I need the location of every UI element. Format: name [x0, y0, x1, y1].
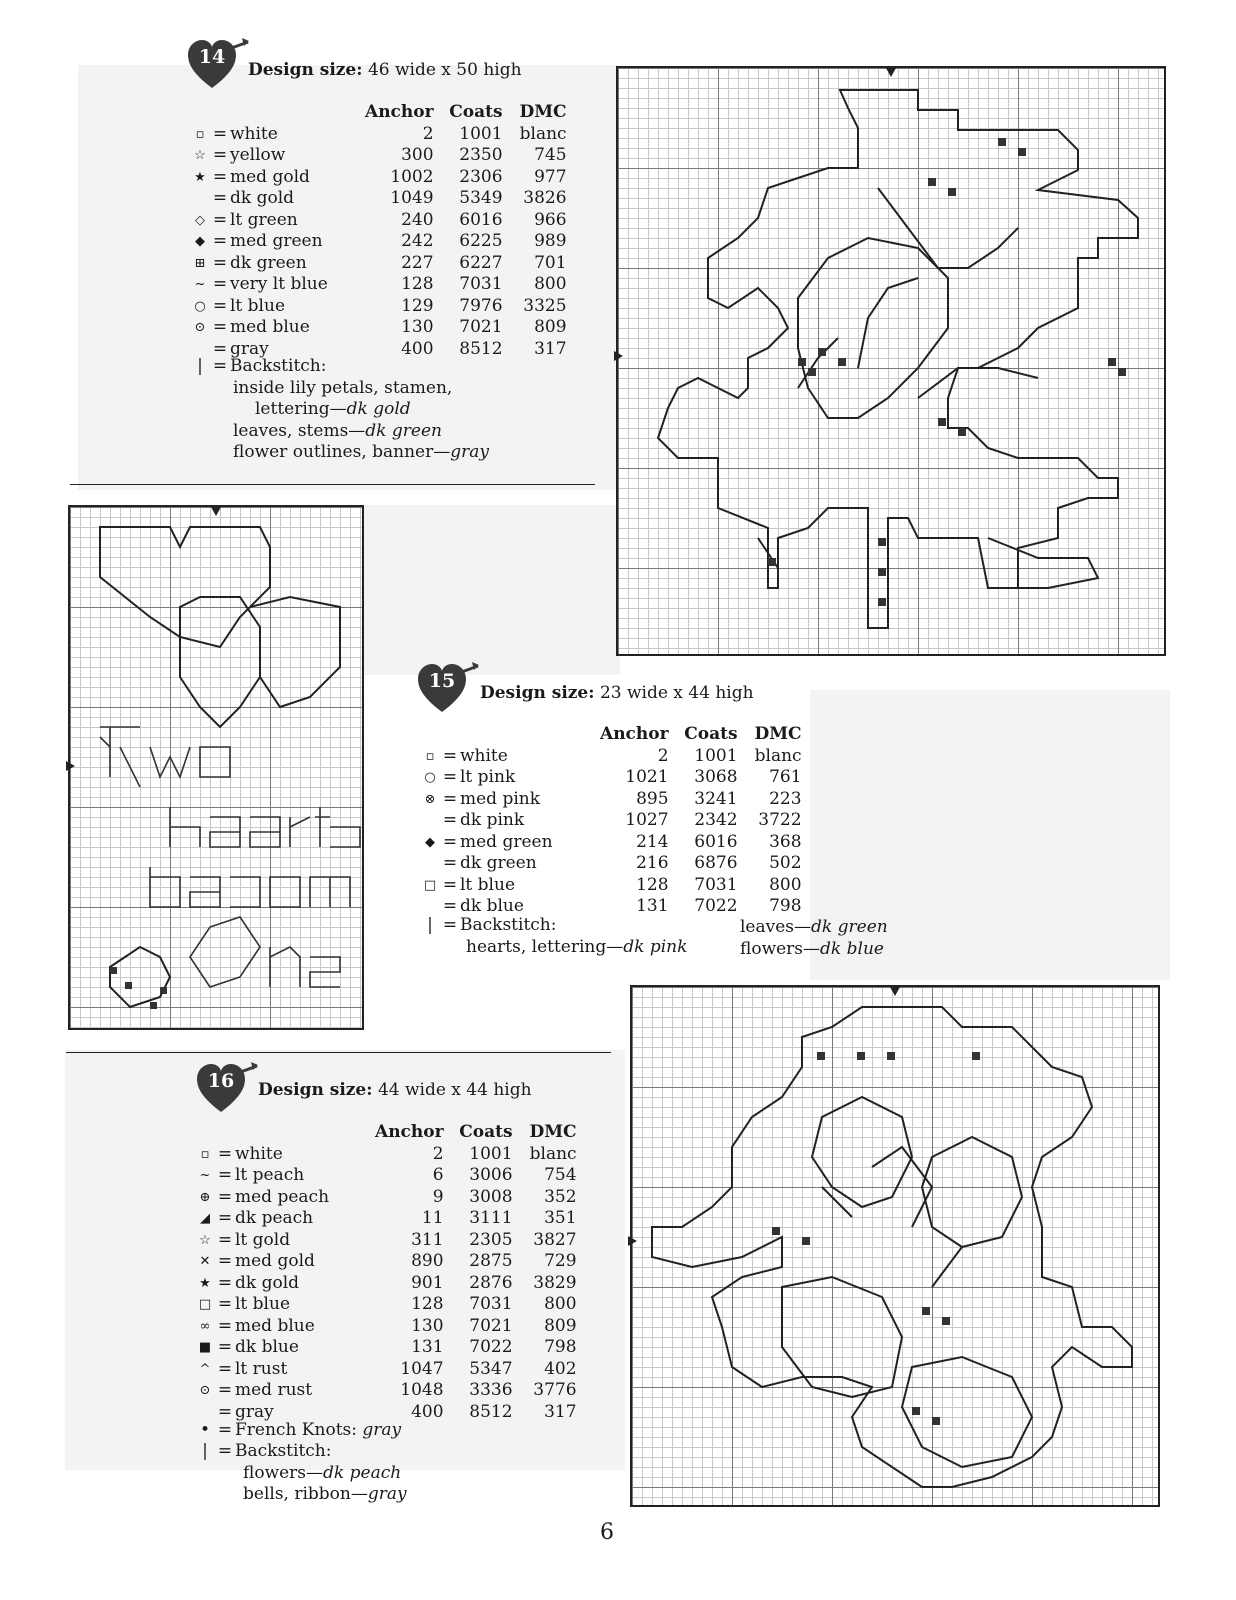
- color-name: med blue: [230, 317, 310, 337]
- design-size: [258, 1080, 532, 1100]
- stitch-symbol-icon: ▫: [195, 126, 205, 142]
- equals-sign: =: [212, 338, 228, 359]
- dmc-number: 352: [544, 1186, 577, 1207]
- anchor-number: 130: [401, 317, 434, 337]
- dmc-number: 701: [534, 252, 567, 273]
- chart-16-motif: [632, 987, 1162, 1509]
- equals-sign: =: [442, 874, 458, 895]
- anchor-number: 128: [636, 874, 669, 895]
- coats-number: 3006: [469, 1165, 513, 1185]
- dmc-number: 798: [544, 1337, 577, 1357]
- dmc-number: 223: [769, 788, 802, 809]
- coats-number: 1001: [459, 123, 503, 144]
- color-key-row: [190, 274, 567, 296]
- color-name: med blue: [235, 1315, 315, 1336]
- anchor-number: 216: [636, 853, 669, 873]
- design-size-value: 44 wide x 44 high: [377, 1080, 532, 1100]
- color-name: white: [460, 745, 508, 766]
- stitch-symbol-icon: ✕: [199, 1254, 211, 1269]
- stitch-symbol-icon: ▫: [200, 1146, 210, 1162]
- coats-header: Coats: [449, 102, 503, 122]
- page-number: 6: [600, 1520, 614, 1545]
- color-key-table: [190, 102, 567, 360]
- stitch-symbol-icon: [420, 810, 440, 832]
- anchor-number: 214: [636, 831, 669, 852]
- equals-sign: =: [212, 188, 228, 208]
- center-arrow-top: [211, 507, 221, 516]
- heart-badge-15: [416, 660, 480, 716]
- dmc-number: 800: [534, 274, 567, 294]
- backstitch-note: inside lily petals, stamen,: [233, 378, 453, 398]
- dmc-number: 3325: [523, 295, 567, 316]
- equals-sign: =: [212, 166, 228, 187]
- stitch-symbol-icon: □: [198, 1297, 212, 1312]
- anchor-number: 129: [401, 295, 434, 316]
- coats-number: 7031: [694, 874, 738, 895]
- center-arrow-left: [66, 761, 75, 771]
- color-key-row: [190, 296, 567, 318]
- anchor-header: Anchor: [375, 1122, 444, 1142]
- dmc-number: 754: [544, 1165, 577, 1185]
- anchor-number: 2: [422, 123, 434, 144]
- color-name: dk blue: [460, 896, 524, 916]
- stitch-symbol-icon: [190, 188, 210, 210]
- design-size-label: Design size:: [258, 1080, 373, 1100]
- anchor-number: 240: [401, 209, 434, 230]
- anchor-number: 9: [432, 1186, 444, 1207]
- coats-number: 2876: [469, 1272, 513, 1293]
- equals-sign: =: [217, 1337, 233, 1357]
- coats-number: 6227: [459, 252, 503, 273]
- color-name: dk pink: [460, 810, 525, 830]
- dmc-header: DMC: [529, 1122, 577, 1142]
- dmc-number: 809: [544, 1315, 577, 1336]
- dmc-number: blanc: [529, 1143, 577, 1164]
- coats-number: 6016: [459, 209, 503, 230]
- dmc-number: 3826: [523, 188, 567, 208]
- anchor-header: Anchor: [365, 102, 434, 122]
- dmc-number: 745: [534, 145, 567, 165]
- coats-number: 7022: [694, 896, 738, 916]
- color-key-row: [420, 767, 802, 789]
- coats-number: 1001: [469, 1143, 513, 1164]
- color-key-row: [190, 145, 567, 167]
- equals-sign: =: [212, 295, 228, 316]
- backstitch-note: flowers—dk blue: [740, 939, 884, 959]
- french-knots-label: French Knots:: [235, 1420, 357, 1440]
- coats-number: 7022: [469, 1337, 513, 1357]
- backstitch-note: leaves, stems—dk green: [233, 421, 442, 441]
- color-name: lt blue: [230, 295, 286, 316]
- dmc-number: 798: [769, 896, 802, 916]
- center-arrow-top: [890, 987, 900, 996]
- backstitch-note: flowers—dk peach: [243, 1463, 402, 1483]
- center-arrow-top: [886, 68, 896, 77]
- equals-sign: =: [212, 123, 228, 144]
- equals-sign: =: [217, 1251, 233, 1271]
- equals-sign: =: [442, 853, 458, 873]
- equals-sign: =: [217, 1358, 233, 1379]
- stitch-symbol-icon: ⊙: [194, 320, 206, 335]
- color-key-row: [420, 875, 802, 897]
- equals-sign: =: [217, 1401, 233, 1422]
- color-key-row: [195, 1316, 577, 1338]
- equals-sign: =: [217, 1186, 233, 1207]
- equals-sign: =: [442, 831, 458, 852]
- color-key-table: [195, 1122, 577, 1423]
- anchor-number: 2: [432, 1143, 444, 1164]
- coats-number: 7031: [459, 274, 503, 294]
- equals-sign: =: [212, 252, 228, 273]
- anchor-header: Anchor: [600, 724, 669, 744]
- equals-sign: =: [217, 1315, 233, 1336]
- equals-sign: =: [442, 788, 458, 809]
- backstitch-note: leaves—dk green: [740, 917, 888, 937]
- color-key-row: [195, 1273, 577, 1295]
- coats-number: 2350: [459, 145, 503, 165]
- anchor-number: 901: [411, 1272, 444, 1293]
- color-key-row: [420, 810, 802, 832]
- backstitch-label: Backstitch:: [460, 915, 557, 935]
- color-name: dk gold: [235, 1272, 300, 1293]
- color-name: dk peach: [235, 1208, 314, 1228]
- coats-header: Coats: [684, 724, 738, 744]
- coats-number: 3241: [694, 788, 738, 809]
- color-name: lt green: [230, 209, 298, 230]
- color-name: lt peach: [235, 1165, 305, 1185]
- backstitch-line: | = Backstitch:: [195, 1441, 331, 1463]
- section-number: 14: [198, 46, 226, 68]
- equals-sign: =: [212, 317, 228, 337]
- dmc-number: 3829: [533, 1272, 577, 1293]
- stitch-symbol-icon: ◇: [195, 212, 205, 228]
- color-name: dk gold: [230, 188, 295, 208]
- color-key-row: [195, 1144, 577, 1166]
- color-name: lt pink: [460, 767, 516, 787]
- design-size-label: Design size:: [480, 683, 595, 703]
- color-name: dk green: [460, 853, 537, 873]
- anchor-number: 11: [421, 1208, 444, 1228]
- section-number: 16: [207, 1070, 235, 1092]
- color-key-row: [420, 789, 802, 811]
- design-size: [248, 60, 522, 80]
- dmc-number: 3722: [758, 810, 802, 830]
- section-number: 15: [428, 670, 456, 692]
- center-arrow-left: [614, 351, 623, 361]
- design-size: [480, 683, 754, 703]
- color-key-row: [420, 853, 802, 875]
- color-key-row: [195, 1251, 577, 1273]
- stitch-symbol-icon: ■: [198, 1340, 212, 1355]
- color-name: med rust: [235, 1380, 313, 1400]
- coats-number: 3008: [469, 1186, 513, 1207]
- dmc-number: 317: [544, 1401, 577, 1422]
- backstitch-note: bells, ribbon—gray: [243, 1484, 407, 1504]
- coats-number: 5347: [469, 1358, 513, 1379]
- stitch-symbol-icon: ~: [194, 277, 206, 292]
- dmc-number: 761: [769, 767, 802, 787]
- anchor-number: 311: [411, 1229, 444, 1250]
- equals-sign: =: [212, 274, 228, 294]
- color-key-row: [195, 1359, 577, 1381]
- anchor-number: 1027: [625, 810, 669, 830]
- color-key-row: [190, 167, 567, 189]
- color-key-row: [420, 832, 802, 854]
- bullet-icon: •: [199, 1420, 211, 1440]
- coats-number: 7031: [469, 1294, 513, 1314]
- color-name: med green: [230, 231, 323, 251]
- coats-number: 3111: [469, 1208, 513, 1228]
- color-key-row: [190, 210, 567, 232]
- backstitch-label: Backstitch:: [230, 356, 327, 376]
- stitch-symbol-icon: ◆: [425, 834, 435, 850]
- color-name: gray: [235, 1401, 274, 1422]
- color-name: gray: [230, 338, 269, 359]
- dmc-number: 368: [769, 831, 802, 852]
- color-name: lt gold: [235, 1229, 291, 1250]
- coats-number: 7976: [459, 295, 503, 316]
- coats-number: 2342: [694, 810, 738, 830]
- dmc-number: 3827: [533, 1229, 577, 1250]
- backstitch-line: | = Backstitch:: [420, 915, 556, 937]
- equals-sign: =: [442, 896, 458, 916]
- anchor-number: 400: [401, 338, 434, 359]
- coats-number: 7021: [459, 317, 503, 337]
- table-header-row: [190, 102, 567, 124]
- stitch-symbol-icon: ○: [424, 770, 436, 785]
- stitch-symbol-icon: ~: [199, 1168, 211, 1183]
- anchor-number: 242: [401, 231, 434, 251]
- stitch-symbol-icon: ★: [194, 169, 206, 185]
- chart-14-lily: [616, 66, 1166, 656]
- stitch-symbol-icon: ○: [194, 298, 206, 314]
- anchor-number: 890: [411, 1251, 444, 1271]
- equals-sign: =: [217, 1294, 233, 1314]
- design-size-value: 46 wide x 50 high: [367, 60, 522, 80]
- center-arrow-left: [628, 1236, 637, 1246]
- anchor-number: 131: [411, 1337, 444, 1357]
- chart-14-motif: [618, 68, 1168, 658]
- stitch-symbol-icon: [420, 853, 440, 875]
- equals-sign: =: [217, 1272, 233, 1293]
- color-name: med green: [460, 831, 553, 852]
- color-key-row: [190, 317, 567, 339]
- color-key-row: [195, 1208, 577, 1230]
- stitch-symbol-icon: ☆: [194, 148, 206, 163]
- stitch-symbol-icon: ◆: [195, 234, 205, 249]
- coats-header: Coats: [459, 1122, 513, 1142]
- equals-sign: =: [217, 1208, 233, 1228]
- table-header-row: [420, 724, 802, 746]
- equals-sign: =: [217, 1229, 233, 1250]
- color-key-row: [190, 188, 567, 210]
- stitch-symbol-icon: ◢: [200, 1211, 210, 1226]
- anchor-number: 1048: [400, 1380, 444, 1400]
- color-name: lt blue: [460, 874, 516, 895]
- anchor-number: 400: [411, 1401, 444, 1422]
- coats-number: 7021: [469, 1315, 513, 1336]
- coats-number: 2306: [459, 166, 503, 187]
- design-size-label: Design size:: [248, 60, 363, 80]
- anchor-number: 131: [636, 896, 669, 916]
- dmc-number: 800: [769, 874, 802, 895]
- equals-sign: =: [442, 767, 458, 787]
- design-size-value: 23 wide x 44 high: [599, 683, 754, 703]
- coats-number: 6876: [694, 853, 738, 873]
- coats-number: 5349: [459, 188, 503, 208]
- color-name: dk blue: [235, 1337, 299, 1357]
- color-name: med gold: [235, 1251, 315, 1271]
- backstitch-note: flower outlines, banner—gray: [233, 442, 489, 462]
- anchor-number: 895: [636, 788, 669, 809]
- dmc-number: 989: [534, 231, 567, 251]
- dmc-number: 402: [544, 1358, 577, 1379]
- stitch-symbol-icon: ⊞: [194, 255, 206, 271]
- chart-15-hearts: [68, 505, 364, 1030]
- section-divider: [66, 1052, 611, 1053]
- color-key-row: [195, 1294, 577, 1316]
- color-name: lt rust: [235, 1358, 288, 1379]
- color-key-row: [190, 124, 567, 146]
- color-key-row: [190, 253, 567, 275]
- stitch-symbol-icon: □: [423, 877, 437, 893]
- color-key-row: [195, 1230, 577, 1252]
- coats-number: 6225: [459, 231, 503, 251]
- anchor-number: 300: [401, 145, 434, 165]
- color-name: yellow: [230, 145, 286, 165]
- coats-number: 8512: [469, 1401, 513, 1422]
- dmc-number: 317: [534, 338, 567, 359]
- dmc-number: 966: [534, 209, 567, 230]
- stitch-symbol-icon: ∞: [199, 1318, 211, 1334]
- equals-sign: =: [442, 810, 458, 830]
- stitch-symbol-icon: ★: [199, 1275, 211, 1291]
- equals-sign: =: [217, 1143, 233, 1164]
- color-name: med gold: [230, 166, 310, 187]
- backstitch-icon: |: [427, 915, 433, 935]
- dmc-number: 502: [769, 853, 802, 873]
- anchor-number: 130: [411, 1315, 444, 1336]
- stitch-symbol-icon: ⊕: [199, 1189, 211, 1205]
- anchor-number: 6: [432, 1165, 444, 1185]
- dmc-number: 351: [544, 1208, 577, 1228]
- backstitch-note: hearts, lettering—dk pink: [466, 937, 688, 957]
- coats-number: 6016: [694, 831, 738, 852]
- anchor-number: 227: [401, 252, 434, 273]
- equals-sign: =: [212, 145, 228, 165]
- anchor-number: 1021: [625, 767, 669, 787]
- stitch-symbol-icon: ☆: [199, 1232, 211, 1248]
- coats-number: 3336: [469, 1380, 513, 1400]
- color-name: med pink: [460, 788, 541, 809]
- french-knots-line: • = French Knots: gray: [195, 1420, 401, 1442]
- color-name: lt blue: [235, 1294, 291, 1314]
- backstitch-label: Backstitch:: [235, 1441, 332, 1461]
- backstitch-icon: |: [202, 1441, 208, 1461]
- dmc-number: blanc: [519, 123, 567, 144]
- dmc-number: 3776: [533, 1380, 577, 1400]
- dmc-number: 800: [544, 1294, 577, 1314]
- stitch-symbol-icon: ^: [199, 1361, 211, 1377]
- chart-15-motif: [70, 507, 366, 1032]
- anchor-number: 1002: [390, 166, 434, 187]
- anchor-number: 1049: [390, 188, 434, 208]
- color-name: dk green: [230, 252, 307, 273]
- color-key-row: [195, 1380, 577, 1402]
- color-key-row: [195, 1165, 577, 1187]
- dmc-header: DMC: [519, 102, 567, 122]
- table-header-row: [195, 1122, 577, 1144]
- color-key-row: [195, 1337, 577, 1359]
- backstitch-icon: |: [197, 356, 203, 376]
- backstitch-note: lettering—dk gold: [255, 399, 411, 419]
- equals-sign: =: [217, 1380, 233, 1400]
- dmc-number: blanc: [754, 745, 802, 766]
- equals-sign: =: [217, 1165, 233, 1185]
- section-divider: [70, 484, 595, 485]
- color-name: med peach: [235, 1186, 330, 1207]
- anchor-number: 128: [411, 1294, 444, 1314]
- dmc-header: DMC: [754, 724, 802, 744]
- equals-sign: =: [442, 745, 458, 766]
- color-key-row: [195, 1187, 577, 1209]
- color-key-row: [420, 746, 802, 768]
- stitch-symbol-icon: ⊗: [424, 791, 436, 807]
- coats-number: 8512: [459, 338, 503, 359]
- color-key-table: [420, 724, 802, 918]
- stitch-symbol-icon: ▫: [425, 748, 435, 764]
- dmc-number: 729: [544, 1251, 577, 1271]
- coats-number: 3068: [694, 767, 738, 787]
- heart-badge-14: [186, 36, 250, 92]
- coats-number: 2305: [469, 1229, 513, 1250]
- coats-number: 1001: [694, 745, 738, 766]
- heart-badge-16: [195, 1060, 259, 1116]
- stitch-symbol-icon: ⊙: [199, 1383, 211, 1398]
- color-name: white: [235, 1143, 283, 1164]
- color-name: very lt blue: [230, 274, 328, 294]
- backstitch-line: | = Backstitch:: [190, 356, 326, 378]
- color-key-row: [190, 231, 567, 253]
- chart-16-bells: [630, 985, 1160, 1507]
- color-name: white: [230, 123, 278, 144]
- equals-sign: =: [212, 209, 228, 230]
- coats-number: 2875: [469, 1251, 513, 1271]
- showthrough-block: [360, 505, 620, 675]
- equals-sign: =: [212, 231, 228, 251]
- dmc-number: 809: [534, 317, 567, 337]
- anchor-number: 2: [657, 745, 669, 766]
- anchor-number: 128: [401, 274, 434, 294]
- dmc-number: 977: [534, 166, 567, 187]
- anchor-number: 1047: [400, 1358, 444, 1379]
